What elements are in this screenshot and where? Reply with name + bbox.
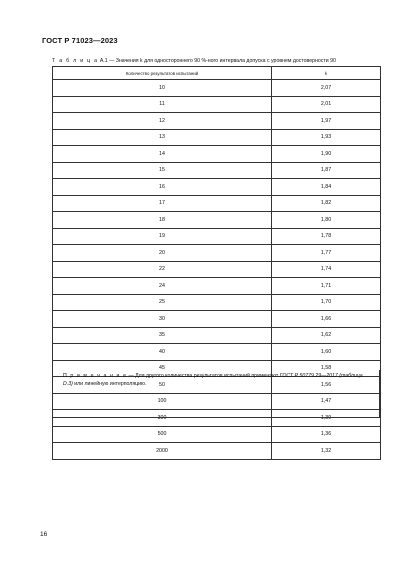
cell-test-count: 11: [53, 96, 272, 113]
note-label: П р и м е ч а н и е: [63, 373, 128, 379]
cell-k-value: 1,90: [272, 146, 381, 163]
caption-number: А.1: [99, 58, 108, 64]
cell-test-count: 17: [53, 195, 272, 212]
caption-prefix: Т а б л и ц а: [52, 58, 99, 64]
cell-test-count: 30: [53, 311, 272, 328]
table-row: [53, 294, 381, 311]
cell-test-count: 50: [53, 377, 272, 394]
caption-title: — Значения k для одностороннего 90 %-ного интервала допуска с уровнем достоверности 90: [109, 58, 336, 64]
cell-test-count: 500: [53, 426, 272, 443]
table-row: [53, 212, 381, 229]
cell-test-count: 10: [53, 80, 272, 97]
cell-test-count: 22: [53, 261, 272, 278]
cell-k-value: 1,84: [272, 179, 381, 196]
table-caption: [52, 58, 382, 64]
cell-k-value: 1,32: [272, 443, 381, 460]
cell-k-value: 1,74: [272, 261, 381, 278]
cell-test-count: 14: [53, 146, 272, 163]
cell-test-count: 2000: [53, 443, 272, 460]
cell-k-value: 1,71: [272, 278, 381, 295]
cell-test-count: 13: [53, 129, 272, 146]
cell-test-count: 18: [53, 212, 272, 229]
cell-test-count: 100: [53, 393, 272, 410]
column-header-count: Количество результатов испытаний: [53, 67, 272, 80]
table-row: [53, 311, 381, 328]
cell-test-count: 25: [53, 294, 272, 311]
table-row: [53, 179, 381, 196]
cell-k-value: 1,36: [272, 426, 381, 443]
cell-test-count: 35: [53, 327, 272, 344]
cell-k-value: 1,66: [272, 311, 381, 328]
table-row: [53, 80, 381, 97]
table-row: [53, 162, 381, 179]
cell-k-value: 2,01: [272, 96, 381, 113]
table-row: [53, 129, 381, 146]
cell-test-count: 12: [53, 113, 272, 130]
cell-k-value: 1,78: [272, 228, 381, 245]
page-number: 16: [40, 531, 48, 538]
note-text-before: — Для другого количества результатов испытаний применяют: [127, 373, 280, 379]
table-row: [53, 96, 381, 113]
cell-k-value: 1,60: [272, 344, 381, 361]
cell-test-count: 45: [53, 360, 272, 377]
table-row: [53, 245, 381, 262]
cell-test-count: 40: [53, 344, 272, 361]
table-row: [53, 426, 381, 443]
cell-k-value: 1,47: [272, 393, 381, 410]
cell-k-value: 1,93: [272, 129, 381, 146]
cell-k-value: 2,07: [272, 80, 381, 97]
cell-k-value: 1,87: [272, 162, 381, 179]
table-row: [53, 344, 381, 361]
cell-test-count: 19: [53, 228, 272, 245]
table-row: [53, 113, 381, 130]
table-row: [53, 195, 381, 212]
cell-test-count: 16: [53, 179, 272, 196]
cell-k-value: 1,56: [272, 377, 381, 394]
cell-k-value: 1,58: [272, 360, 381, 377]
table-row: [53, 261, 381, 278]
cell-k-value: 1,77: [272, 245, 381, 262]
cell-k-value: 1,97: [272, 113, 381, 130]
column-header-k: k: [272, 67, 381, 80]
cell-test-count: 300: [53, 410, 272, 427]
table-row: [53, 228, 381, 245]
cell-test-count: 24: [53, 278, 272, 295]
cell-test-count: 15: [53, 162, 272, 179]
table-row: [53, 278, 381, 295]
table-note: [52, 370, 380, 418]
note-reference: ГОСТ Р 50779.29—2017 (таблица D.3): [63, 373, 363, 387]
cell-k-value: 1,80: [272, 212, 381, 229]
document-header: ГОСТ Р 71023—2023: [42, 36, 118, 45]
table-row: [53, 443, 381, 460]
note-text-after: или линейную интерполяцию.: [72, 380, 147, 387]
cell-test-count: 20: [53, 245, 272, 262]
table-row: [53, 327, 381, 344]
cell-k-value: 1,39: [272, 410, 381, 427]
table-header-row: [53, 67, 381, 80]
table-row: [53, 146, 381, 163]
cell-k-value: 1,62: [272, 327, 381, 344]
cell-k-value: 1,70: [272, 294, 381, 311]
cell-k-value: 1,82: [272, 195, 381, 212]
